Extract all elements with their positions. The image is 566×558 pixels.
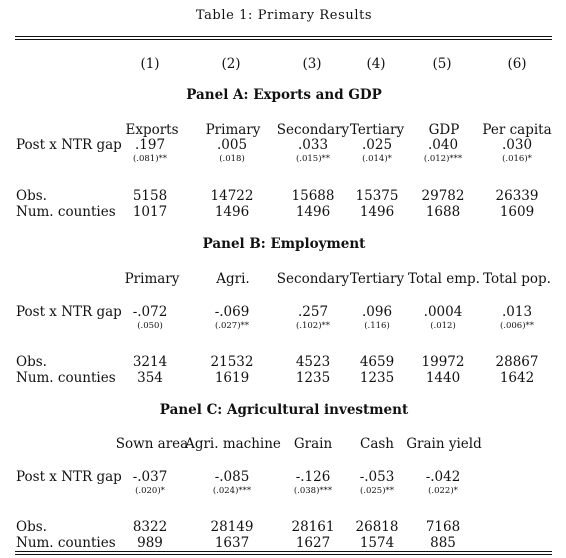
obs-value: 28867 — [495, 354, 539, 370]
standard-error: (.006)** — [499, 321, 535, 331]
counties-value: 989 — [137, 535, 163, 551]
standard-error: (.012)*** — [423, 154, 463, 164]
counties-value: 1574 — [359, 535, 395, 551]
coefficient: -.037 — [132, 469, 168, 485]
row-label: Post x NTR gap — [16, 137, 122, 153]
obs-value: 7168 — [425, 519, 461, 535]
standard-error: (.081)** — [132, 154, 168, 164]
coefficient: -.126 — [295, 469, 331, 485]
standard-error: (.027)** — [214, 321, 250, 331]
column-number: (1) — [140, 56, 160, 72]
standard-error: (.024)*** — [212, 486, 252, 496]
coefficient: -.069 — [214, 304, 250, 320]
obs-value: 26339 — [495, 188, 539, 204]
counties-value: 1637 — [214, 535, 250, 551]
top-rule-2 — [15, 39, 552, 40]
coefficient: .013 — [501, 304, 533, 320]
obs-value: 5158 — [132, 188, 168, 204]
counties-value: 1017 — [132, 204, 168, 220]
column-header: Per capita — [482, 122, 552, 138]
table-title: Table 1: Primary Results — [195, 8, 373, 23]
counties-label: Num. counties — [16, 204, 116, 220]
counties-value: 1496 — [295, 204, 331, 220]
row-label: Post x NTR gap — [16, 304, 122, 320]
standard-error: (.014)* — [362, 154, 392, 164]
panel-title: Panel B: Employment — [202, 236, 366, 252]
obs-value: 21532 — [210, 354, 254, 370]
obs-label: Obs. — [16, 354, 47, 370]
standard-error: (.050) — [137, 321, 163, 331]
column-number: (2) — [221, 56, 241, 72]
obs-value: 15688 — [291, 188, 335, 204]
column-header: Secondary — [276, 122, 350, 138]
column-header: Primary — [205, 122, 261, 138]
counties-value: 1688 — [425, 204, 461, 220]
coefficient: -.042 — [425, 469, 461, 485]
column-header: Secondary — [276, 271, 350, 287]
panel-title: Panel A: Exports and GDP — [186, 87, 382, 103]
obs-value: 26818 — [355, 519, 399, 535]
obs-value: 8322 — [132, 519, 168, 535]
column-header: GDP — [428, 122, 460, 138]
coefficient: -.085 — [214, 469, 250, 485]
obs-label: Obs. — [16, 519, 47, 535]
counties-value: 1496 — [214, 204, 250, 220]
coefficient: .025 — [361, 137, 393, 153]
column-header: Tertiary — [349, 122, 405, 138]
column-header: Total emp. — [408, 271, 480, 287]
column-header: Agri. machine — [185, 436, 281, 452]
counties-value: 1642 — [499, 370, 535, 386]
standard-error: (.038)*** — [293, 486, 333, 496]
standard-error: (.016)* — [502, 154, 532, 164]
counties-value: 1235 — [359, 370, 395, 386]
column-number: (3) — [302, 56, 322, 72]
column-header: Total pop. — [483, 271, 551, 287]
obs-value: 15375 — [355, 188, 399, 204]
column-header: Sown area — [115, 436, 189, 452]
coefficient: .096 — [361, 304, 393, 320]
top-rule-1 — [15, 36, 552, 37]
counties-value: 1496 — [359, 204, 395, 220]
obs-value: 3214 — [132, 354, 168, 370]
standard-error: (.025)** — [359, 486, 395, 496]
coefficient: .033 — [297, 137, 329, 153]
counties-label: Num. counties — [16, 370, 116, 386]
counties-label: Num. counties — [16, 535, 116, 551]
standard-error: (.015)** — [295, 154, 331, 164]
counties-value: 885 — [430, 535, 456, 551]
counties-value: 1619 — [214, 370, 250, 386]
coefficient: .030 — [501, 137, 533, 153]
column-header: Tertiary — [349, 271, 405, 287]
column-header: Grain — [293, 436, 333, 452]
row-label: Post x NTR gap — [16, 469, 122, 485]
standard-error: (.012) — [430, 321, 456, 331]
obs-value: 4523 — [295, 354, 331, 370]
column-number: (4) — [366, 56, 386, 72]
obs-value: 29782 — [421, 188, 465, 204]
coefficient: .257 — [297, 304, 329, 320]
standard-error: (.102)** — [295, 321, 331, 331]
counties-value: 1609 — [499, 204, 535, 220]
coefficient: .197 — [134, 137, 166, 153]
column-header: Cash — [359, 436, 395, 452]
counties-value: 1235 — [295, 370, 331, 386]
bottom-rule-2 — [15, 554, 552, 555]
obs-value: 14722 — [210, 188, 254, 204]
obs-value: 28161 — [291, 519, 335, 535]
coefficient: -.053 — [359, 469, 395, 485]
standard-error: (.018) — [219, 154, 245, 164]
standard-error: (.116) — [364, 321, 390, 331]
coefficient: .0004 — [423, 304, 463, 320]
column-header: Grain yield — [406, 436, 482, 452]
column-header: Agri. — [216, 271, 250, 287]
column-header: Exports — [125, 122, 179, 138]
obs-value: 4659 — [359, 354, 395, 370]
panel-title: Panel C: Agricultural investment — [159, 402, 409, 418]
standard-error: (.022)* — [428, 486, 458, 496]
obs-value: 19972 — [421, 354, 465, 370]
column-number: (6) — [507, 56, 527, 72]
counties-value: 1440 — [425, 370, 461, 386]
counties-value: 354 — [137, 370, 163, 386]
obs-value: 28149 — [210, 519, 254, 535]
coefficient: .005 — [216, 137, 248, 153]
standard-error: (.020)* — [135, 486, 165, 496]
counties-value: 1627 — [295, 535, 331, 551]
coefficient: -.072 — [132, 304, 168, 320]
column-number: (5) — [432, 56, 452, 72]
column-header: Primary — [124, 271, 180, 287]
coefficient: .040 — [427, 137, 459, 153]
obs-label: Obs. — [16, 188, 47, 204]
bottom-rule-1 — [15, 551, 552, 552]
